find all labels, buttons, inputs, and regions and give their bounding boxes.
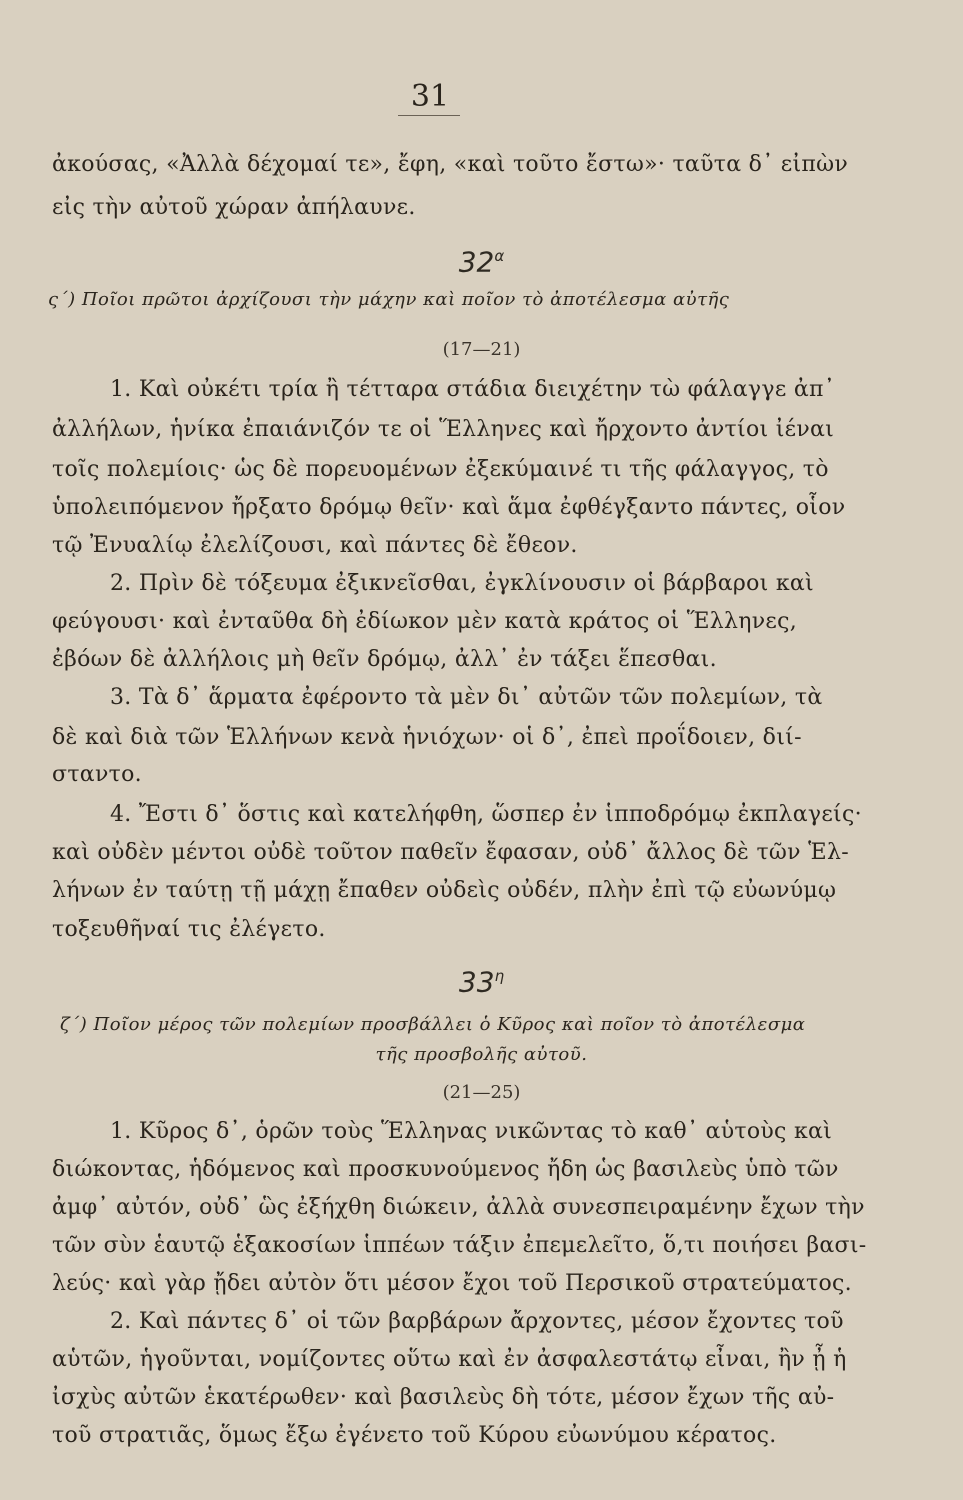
text-line: ἐβόων δὲ ἀλλήλοις μὴ θεῖν δρόμῳ, ἀλλ᾽ ἐν τάξει ἕπεσθαι. xyxy=(52,647,717,672)
page-number-rule xyxy=(398,115,460,116)
text-line: ἰσχὺς αὐτῶν ἑκατέρωθεν· καὶ βασιλεὺς δὴ τότε, μέσον ἔχων τῆς αὐ- xyxy=(52,1385,835,1410)
text-line: 3. Τὰ δ᾽ ἅρματα ἐφέροντο τὰ μὲν δι᾽ αὐτῶν τῶν πολεμίων, τὰ xyxy=(110,685,823,710)
section-title-continued: τῆς προσβολῆς αὐτοῦ. xyxy=(375,1044,588,1065)
section-title: ζ΄) Ποῖον μέρος τῶν πολεμίων προσβάλλει ὁ Κῦρος καὶ ποῖον τὸ ἀποτέλεσμα xyxy=(60,1014,806,1035)
text-line: 1. Καὶ οὐκέτι τρία ἢ τέτταρα στάδια διειχέτην τὼ φάλαγγε ἀπ᾽ xyxy=(110,377,836,402)
text-line: σταντο. xyxy=(52,762,142,787)
text-line: λεύς· καὶ γὰρ ᾔδει αὐτὸν ὅτι μέσον ἔχοι τοῦ Περσικοῦ στρατεύματος. xyxy=(52,1271,852,1296)
text-line: αὑτῶν, ἡγοῦνται, νομίζοντες οὕτω καὶ ἐν ἀσφαλεστάτῳ εἶναι, ἢν ᾖ ἡ xyxy=(52,1347,847,1372)
section-title: ς΄) Ποῖοι πρῶτοι ἀρχίζουσι τὴν μάχην καὶ ποῖον τὸ ἀποτέλεσμα αὐτῆς xyxy=(48,289,730,310)
text-line: 4. Ἔστι δ᾽ ὅστις καὶ κατελήφθη, ὥσπερ ἐν ἱπποδρόμῳ ἐκπλαγείς· xyxy=(110,802,862,827)
text-line: ὑπολειπόμενον ἤρξατο δρόμῳ θεῖν· καὶ ἅμα ἐφθέγξαντο πάντες, οἷον xyxy=(52,495,846,520)
section-number: $32^\alpha$ xyxy=(458,245,505,279)
text-line: δὲ καὶ διὰ τῶν Ἑλλήνων κενὰ ἡνιόχων· οἱ δ᾽, ἐπεὶ προΐδοιεν, διί- xyxy=(52,725,802,750)
text-line: ἀκούσας, «Ἀλλὰ δέχομαί τε», ἔφη, «καὶ τοῦτο ἔστω»· ταῦτα δ᾽ εἰπὼν xyxy=(52,152,849,177)
text-line: 2. Καὶ πάντες δ᾽ οἱ τῶν βαρβάρων ἄρχοντες, μέσον ἔχοντες τοῦ xyxy=(110,1309,844,1334)
text-line: ἀμφ᾽ αὐτόν, οὐδ᾽ ὣς ἐξήχθη διώκειν, ἀλλὰ συνεσπειραμένην ἔχων τὴν xyxy=(52,1195,865,1220)
section-number: $33^\eta$ xyxy=(458,965,505,999)
text-line: τῷ Ἐνυαλίῳ ἐλελίζουσι, καὶ πάντες δὲ ἔθεον. xyxy=(52,533,578,558)
text-line: λήνων ἐν ταύτῃ τῇ μάχῃ ἔπαθεν οὐδεὶς οὐδέν, πλὴν ἐπὶ τῷ εὐωνύμῳ xyxy=(52,878,837,903)
text-line: φεύγουσι· καὶ ἐνταῦθα δὴ ἐδίωκον μὲν κατὰ κράτος οἱ Ἕλληνες, xyxy=(52,609,798,634)
page-number: 31 xyxy=(410,79,450,114)
text-line: διώκοντας, ἡδόμενος καὶ προσκυνούμενος ἤδη ὡς βασιλεὺς ὑπὸ τῶν xyxy=(52,1157,839,1182)
text-line: εἰς τὴν αὐτοῦ χώραν ἀπήλαυνε. xyxy=(52,195,416,220)
text-line: τοξευθῆναί τις ἐλέγετο. xyxy=(52,917,326,942)
text-line: τῶν σὺν ἑαυτῷ ἑξακοσίων ἱππέων τάξιν ἐπεμελεῖτο, ὅ,τι ποιήσει βασι- xyxy=(52,1233,867,1258)
line-range: (17—21) xyxy=(442,339,521,360)
text-line: 2. Πρὶν δὲ τόξευμα ἐξικνεῖσθαι, ἐγκλίνουσιν οἱ βάρβαροι καὶ xyxy=(110,571,814,596)
text-line: 1. Κῦρος δ᾽, ὁρῶν τοὺς Ἕλληνας νικῶντας τὸ καθ᾽ αὑτοὺς καὶ xyxy=(110,1119,833,1144)
text-line: τοῦ στρατιᾶς, ὅμως ἔξω ἐγένετο τοῦ Κύρου εὐωνύμου κέρατος. xyxy=(52,1423,777,1448)
text-line: καὶ οὐδὲν μέντοι οὐδὲ τοῦτον παθεῖν ἔφασαν, οὐδ᾽ ἄλλος δὲ τῶν Ἑλ- xyxy=(52,840,849,865)
text-line: ἀλλήλων, ἡνίκα ἐπαιάνιζόν τε οἱ Ἕλληνες καὶ ἤρχοντο ἀντίοι ἰέναι xyxy=(52,417,835,442)
text-line: τοῖς πολεμίοις· ὡς δὲ πορευομένων ἐξεκύμαινέ τι τῆς φάλαγγος, τὸ xyxy=(52,457,829,482)
line-range: (21—25) xyxy=(442,1082,521,1103)
